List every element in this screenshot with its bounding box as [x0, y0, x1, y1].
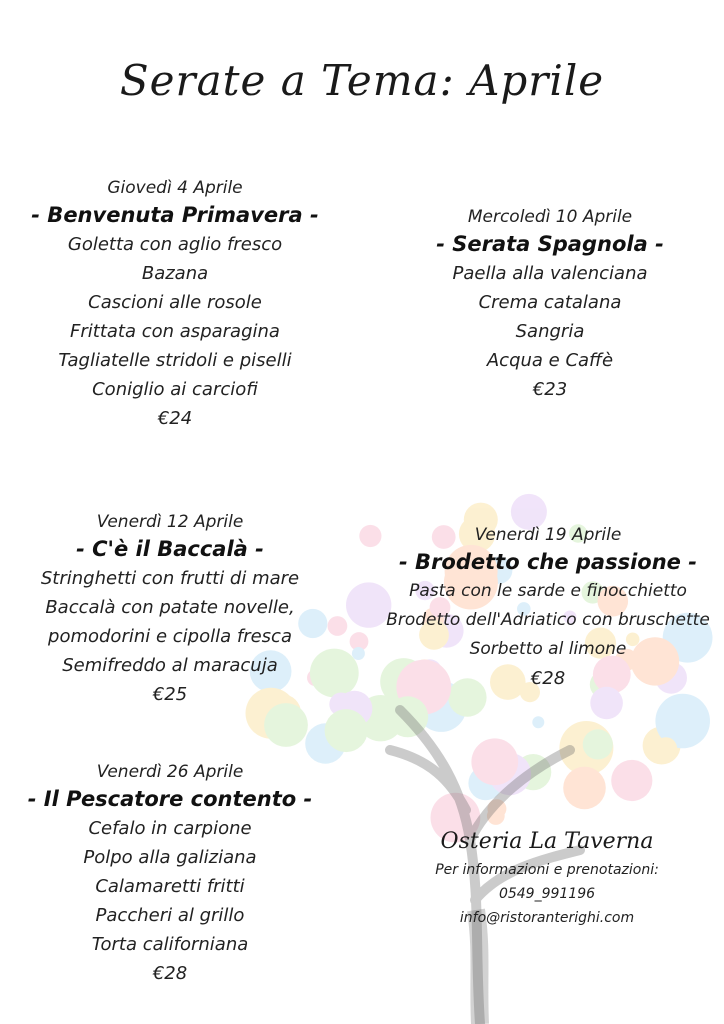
canopy-blob — [532, 716, 544, 728]
event-date: Venerdì 26 Aprile — [96, 762, 244, 782]
canopy-blob — [325, 709, 368, 752]
canopy-blob — [328, 616, 348, 636]
dish-item: Baccalà con patate novelle, — [45, 597, 295, 618]
event-price: €25 — [152, 684, 188, 705]
event-brodetto — [372, 523, 724, 693]
dish-item: Paccheri al grillo — [95, 905, 245, 926]
event-name: - Il Pescatore contento - — [27, 787, 313, 811]
dish-item: Polpo alla galiziana — [83, 847, 257, 868]
dish-item: Crema catalana — [478, 292, 622, 313]
dish-item: Frittata con asparagina — [70, 321, 280, 342]
event-date: Mercoledì 10 Aprile — [467, 207, 633, 227]
event-baccala — [20, 510, 320, 709]
event-serata-spagnola — [400, 205, 700, 404]
event-date: Venerdì 12 Aprile — [96, 512, 244, 532]
contact-label: Per informazioni e prenotazioni: — [435, 862, 659, 878]
event-name: - Benvenuta Primavera - — [31, 203, 319, 227]
dish-item: Acqua e Caffè — [486, 350, 614, 371]
dish-item: Goletta con aglio fresco — [67, 234, 283, 255]
dish-item: Pasta con le sarde e finocchietto — [409, 581, 687, 601]
dish-item: Stringhetti con frutti di mare — [40, 568, 300, 589]
contact-phone: 0549_991196 — [498, 886, 596, 902]
event-date: Giovedì 4 Aprile — [107, 178, 243, 198]
event-name: - Serata Spagnola - — [436, 232, 664, 256]
dish-item: Tagliatelle stridoli e piselli — [58, 350, 292, 371]
event-price: €28 — [152, 963, 188, 984]
contact-email: info@ristoranterighi.com — [459, 910, 635, 926]
event-benvenuta-primavera — [10, 176, 340, 433]
dish-item: Bazana — [141, 263, 209, 284]
event-pescatore-contento — [20, 760, 320, 988]
dish-item: Cascioni alle rosole — [88, 292, 262, 313]
event-name: - C'è il Baccalà - — [76, 537, 264, 561]
dish-item: Cefalo in carpione — [88, 818, 252, 839]
canopy-blob — [655, 737, 678, 760]
event-price: €23 — [532, 379, 568, 400]
canopy-blob — [264, 703, 308, 747]
restaurant-name: Osteria La Taverna — [440, 829, 654, 854]
canopy-blob — [611, 760, 652, 801]
canopy-blob — [352, 647, 365, 660]
dish-item: Semifreddo al maracuja — [62, 655, 278, 676]
event-price: €28 — [530, 668, 566, 689]
dish-item: Calamaretti fritti — [95, 876, 245, 897]
dish-item: Coniglio ai carciofi — [92, 379, 258, 400]
dish-item: Sangria — [515, 321, 585, 342]
canopy-blob — [563, 767, 606, 810]
dish-item: Paella alla valenciana — [452, 263, 648, 284]
contact-info — [404, 826, 690, 930]
event-price: €24 — [157, 408, 193, 429]
event-date: Venerdì 19 Aprile — [474, 525, 622, 545]
canopy-blob — [471, 738, 518, 785]
dish-item: pomodorini e cipolla fresca — [48, 626, 292, 647]
canopy-blob — [583, 729, 613, 759]
dish-item: Torta californiana — [91, 934, 249, 955]
dish-item: Brodetto dell'Adriatico con bruschette — [386, 610, 710, 630]
event-name: - Brodetto che passione - — [399, 550, 697, 574]
dish-item: Sorbetto al limone — [469, 639, 627, 659]
page-title: Serate a Tema: Aprile — [119, 56, 605, 105]
